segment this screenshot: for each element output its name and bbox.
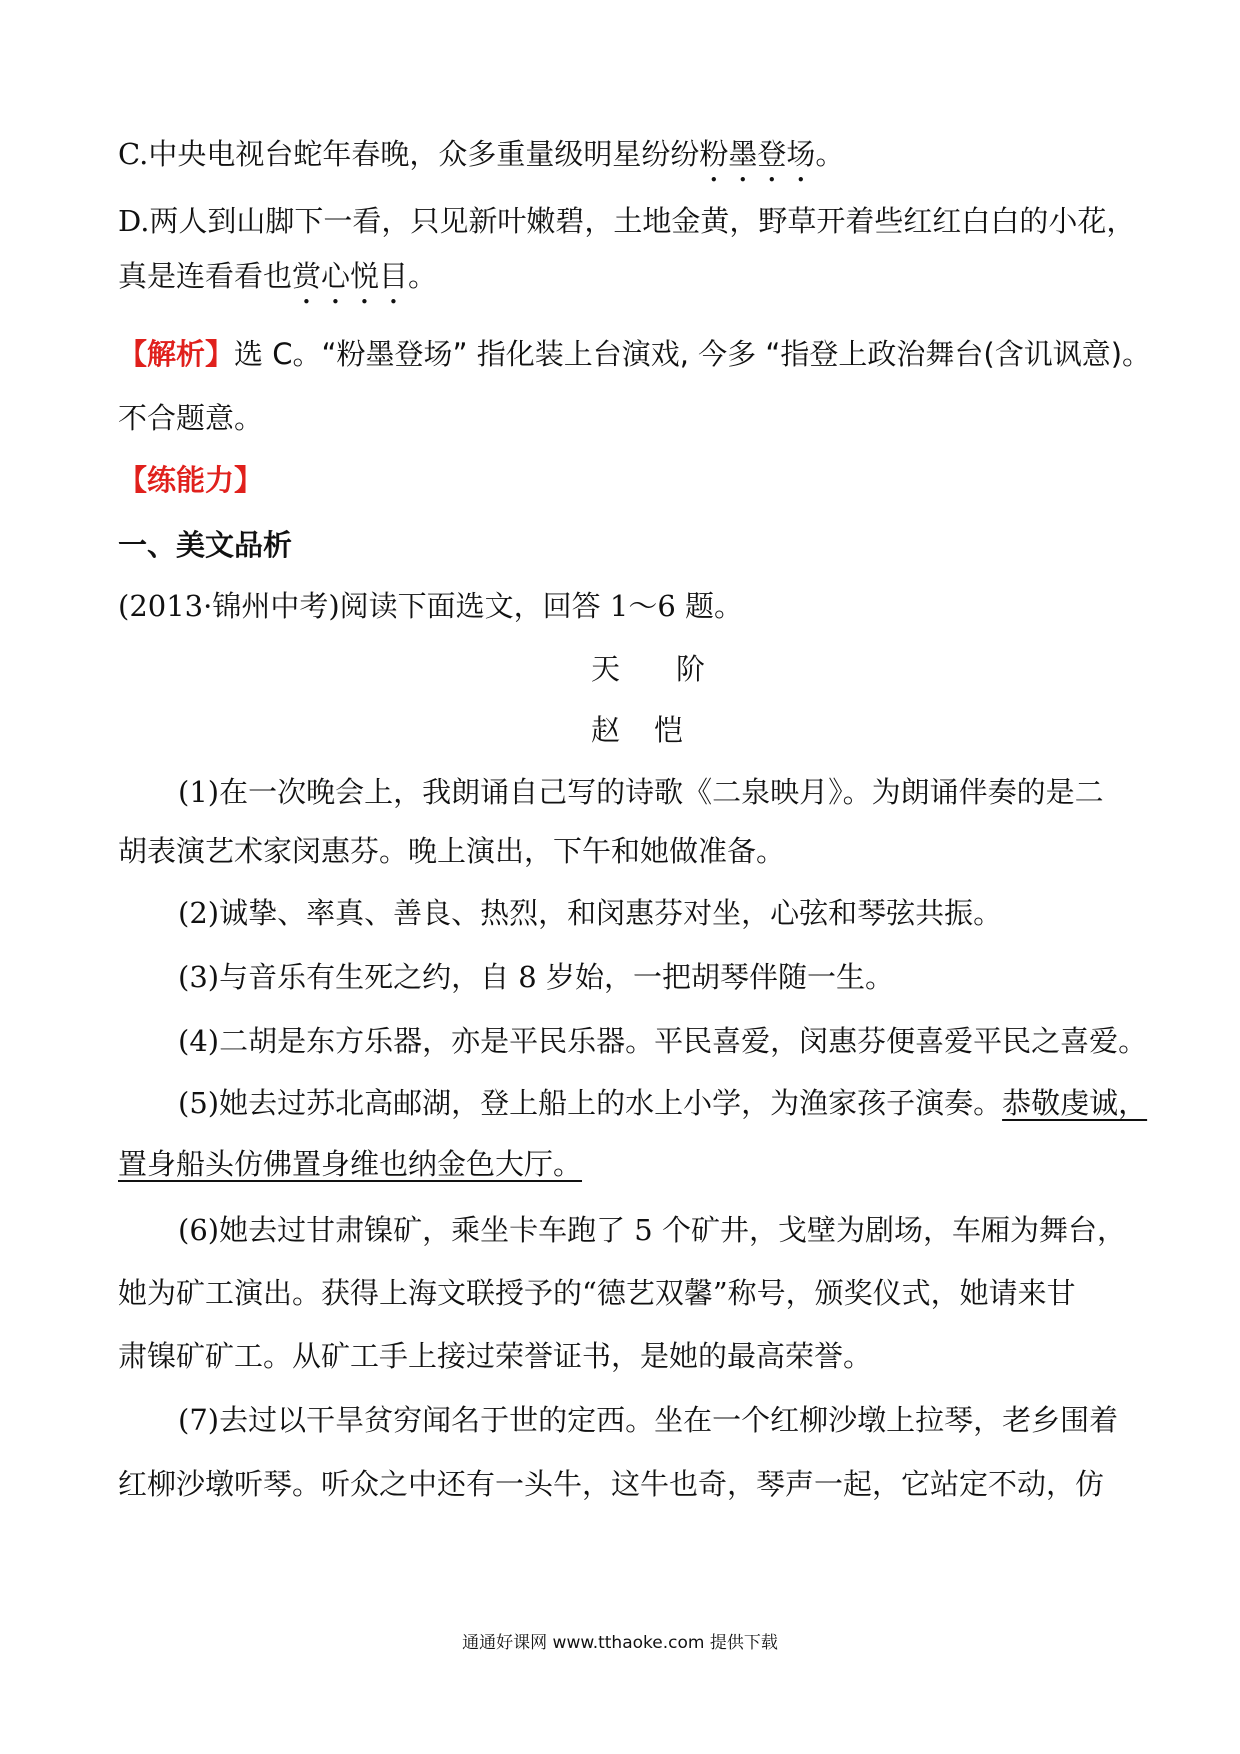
option-c-text: C.中央电视台蛇年春晚，众多重量级明星纷纷 <box>118 137 700 171</box>
paragraph-5-line2: 置身船头仿佛置身维也纳金色大厅。 <box>118 1147 583 1181</box>
section-label: 【练能力】 <box>118 463 264 497</box>
analysis-line1 <box>118 334 1151 374</box>
analysis-line2: 不合题意。 <box>118 401 264 435</box>
paragraph-7-line2: 红柳沙墩听琴。听众之中还有一头牛，这牛也奇，琴声一起，它站定不动，仿 <box>118 1467 1105 1501</box>
option-c-emphasis: 粉墨登场 <box>699 137 816 171</box>
paragraph-5-text: (5)她去过苏北高邮湖，登上船上的水上小学，为渔家孩子演奏。 <box>178 1086 1003 1120</box>
option-c-end: 。 <box>815 137 845 171</box>
paragraph-2: (2)诚挚、率真、善良、热烈，和闵惠芬对坐，心弦和琴弦共振。 <box>178 896 1003 930</box>
option-c <box>118 134 844 189</box>
source-note: (2013·锦州中考)阅读下面选文，回答 1～6 题。 <box>118 589 743 623</box>
paragraph-6-line2: 她为矿工演出。获得上海文联授予的“德艺双馨”称号，颁奖仪式，她请来甘 <box>118 1276 1076 1310</box>
option-d-end: 。 <box>408 259 438 293</box>
paragraph-1-line2: 胡表演艺术家闵惠芬。晚上演出，下午和她做准备。 <box>118 834 786 868</box>
paragraph-6-line3: 肃镍矿矿工。从矿工手上接过荣誉证书，是她的最高荣誉。 <box>118 1339 873 1373</box>
paragraph-3: (3)与音乐有生死之约，自 8 岁始，一把胡琴伴随一生。 <box>178 960 894 994</box>
paragraph-6-line1: (6)她去过甘肃镍矿，乘坐卡车跑了 5 个矿井，戈壁为剧场，车厢为舞台， <box>178 1213 1126 1247</box>
option-d-text: 真是连看看也 <box>118 259 293 293</box>
article-title: 天阶 <box>590 652 761 686</box>
paragraph-5-underlined-start: 恭敬虔诚， <box>1002 1086 1148 1120</box>
option-d-line1: D.两人到山脚下一看，只见新叶嫩碧，土地金黄，野草开着些红红白白的小花， <box>118 204 1136 238</box>
paragraph-7-line1: (7)去过以干旱贫穷闻名于世的定西。坐在一个红柳沙墩上拉琴，老乡围着 <box>178 1403 1119 1437</box>
paragraph-1-line1: (1)在一次晚会上，我朗诵自己写的诗歌《二泉映月》。为朗诵伴奏的是二 <box>178 775 1104 809</box>
paragraph-4: (4)二胡是东方乐器，亦是平民乐器。平民喜爱，闵惠芬便喜爱平民之喜爱。 <box>178 1024 1148 1058</box>
paragraph-5-line1 <box>178 1083 1147 1123</box>
option-d-line2 <box>118 256 437 311</box>
article-author: 赵恺 <box>590 713 717 747</box>
page-footer: 通通好课网 www.tthaoke.com 提供下载 <box>462 1633 778 1653</box>
analysis-text: 选 C。“粉墨登场” 指化装上台演戏, 今多 “指登上政治舞台(含讥讽意)。 <box>234 337 1152 371</box>
section-heading: 一、美文品析 <box>118 528 293 562</box>
option-d-emphasis: 赏心悦目 <box>292 259 409 293</box>
analysis-label: 【解析】 <box>118 337 235 371</box>
